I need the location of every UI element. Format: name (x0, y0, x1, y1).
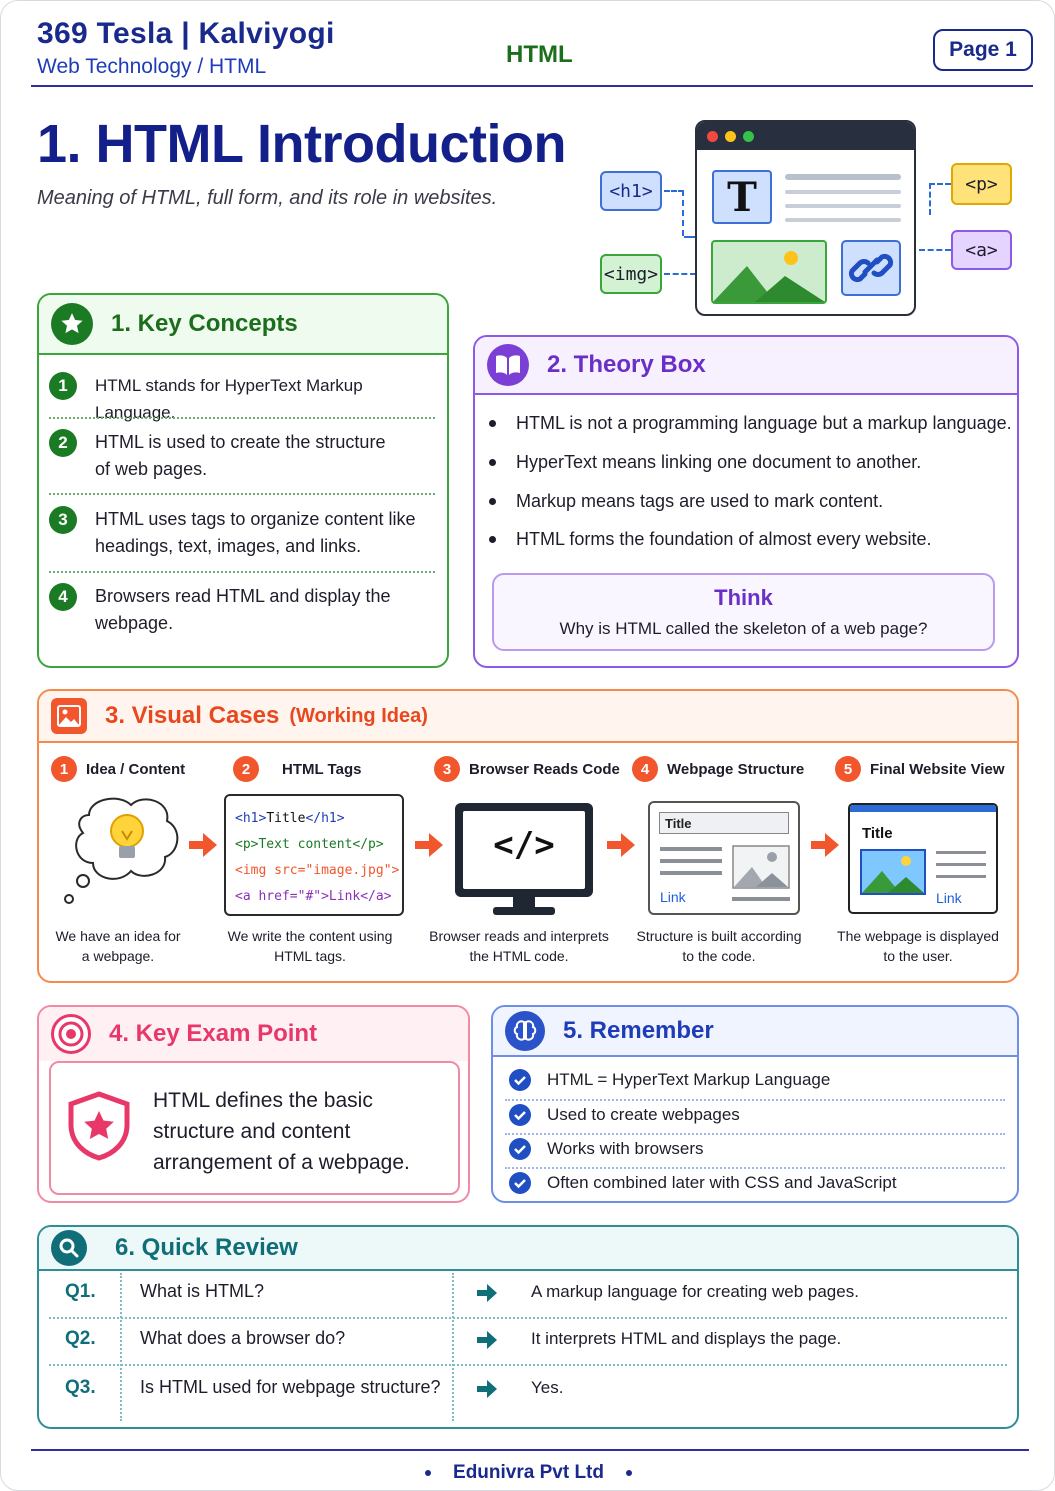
divider (505, 1099, 1005, 1101)
text-line (660, 859, 722, 863)
text-block-icon: T (712, 170, 772, 224)
arrow-right-icon (477, 1380, 497, 1398)
code-token: </p> (352, 837, 384, 852)
footer (1, 1462, 1055, 1484)
arrow-right-icon (415, 833, 443, 857)
page-title: 1. HTML Introduction (37, 114, 566, 174)
code-line (235, 806, 402, 832)
key-concept-text: Browsers read HTML and display the webpage. (95, 586, 391, 633)
text-line (785, 218, 901, 222)
review-row (37, 1363, 1017, 1409)
quick-review-header (39, 1227, 1017, 1271)
text-line (660, 871, 722, 875)
target-icon (51, 1014, 91, 1054)
answer-text: A markup language for creating web pages. (531, 1282, 859, 1301)
page-number-badge: Page 1 (933, 29, 1033, 71)
step-4-label (632, 756, 804, 782)
think-box (492, 573, 995, 651)
remember-text: HTML = HyperText Markup Language (547, 1070, 831, 1089)
theory-point: HTML is not a programming language but a markup language. (489, 413, 1012, 434)
theory-point: HTML forms the foundation of almost every website. (489, 529, 932, 550)
visual-cases-header (39, 691, 1017, 743)
question-text: What does a browser do? (140, 1328, 346, 1348)
step-title: Webpage Structure (667, 760, 805, 778)
check-circle-icon (509, 1104, 531, 1126)
step-title: Browser Reads Code (469, 760, 620, 778)
connector-img (664, 273, 696, 275)
link-icon (841, 240, 901, 296)
text-line (660, 847, 722, 851)
divider (49, 417, 435, 419)
text-line (785, 190, 901, 194)
key-exam-point-title: 4. Key Exam Point (109, 1020, 318, 1047)
theory-box-card (473, 335, 1019, 668)
key-concept-item (49, 429, 435, 483)
review-row (37, 1269, 1017, 1315)
connector-p (929, 183, 951, 215)
answer-text: Yes. (531, 1378, 564, 1397)
step-1-caption: We have an idea for a webpage. (55, 928, 181, 964)
remember-item (509, 1138, 704, 1160)
code-token: <a href="#"> (235, 889, 329, 904)
step-number: 4 (632, 756, 658, 782)
footer-divider (31, 1449, 1029, 1451)
step-number: 2 (233, 756, 259, 782)
question-text: Is HTML used for webpage structure? (140, 1377, 441, 1397)
text-line (732, 897, 790, 901)
key-concept-item (49, 506, 435, 560)
structure-link: Link (660, 889, 686, 905)
code-line: <img src="image.jpg"> (235, 863, 400, 878)
brain-icon (505, 1011, 545, 1051)
code-token: <p> (235, 837, 259, 852)
final-link: Link (936, 890, 962, 906)
text-line (936, 863, 986, 866)
check-circle-icon (509, 1069, 531, 1091)
bullet-dot-icon (626, 1470, 632, 1476)
code-brackets-glyph: </> (493, 825, 555, 865)
divider (505, 1133, 1005, 1135)
remember-text: Works with browsers (547, 1139, 704, 1158)
key-exam-point-header (39, 1007, 468, 1061)
question-number: Q2. (65, 1328, 96, 1349)
step-5-caption: The webpage is displayed to the user. (837, 928, 999, 964)
footer-company: Edunivra Pvt Ltd (453, 1462, 604, 1483)
step-2-caption: We write the content using HTML tags. (227, 928, 393, 964)
tag-a-label: <a> (951, 230, 1012, 270)
divider (49, 493, 435, 495)
final-title: Title (862, 825, 893, 842)
step-title: HTML Tags (282, 760, 362, 778)
check-circle-icon (509, 1138, 531, 1160)
code-token: </a> (360, 889, 392, 904)
code-token: Title (266, 811, 306, 826)
connector-a (919, 249, 951, 251)
image-placeholder-icon (711, 240, 827, 304)
structure-title: Title (659, 812, 789, 834)
remember-item (509, 1069, 830, 1091)
step-2-label (233, 756, 361, 782)
theory-point: Markup means tags are used to mark content. (489, 491, 883, 512)
step-title: Idea / Content (86, 760, 186, 778)
yellow-dot-icon (725, 131, 736, 142)
tag-h1-label: <h1> (600, 171, 662, 211)
text-line (785, 174, 901, 180)
page-subtitle: Meaning of HTML, full form, and its role in websites. (37, 187, 498, 209)
question-number: Q3. (65, 1377, 96, 1398)
review-row (37, 1316, 1017, 1362)
arrow-right-icon (607, 833, 635, 857)
step-1-label (51, 756, 185, 782)
star-icon (51, 303, 93, 345)
html-code-box (224, 794, 404, 916)
remember-item (509, 1172, 897, 1194)
key-concepts-title: 1. Key Concepts (111, 310, 298, 337)
step-number: 5 (835, 756, 861, 782)
browser-titlebar (697, 122, 914, 150)
item-number: 4 (49, 583, 77, 611)
remember-text: Often combined later with CSS and JavaScript (547, 1173, 897, 1192)
theory-box-header (475, 337, 1017, 395)
code-token: </h1> (305, 811, 345, 826)
key-concept-text: HTML is used to create the structure of web pages. (95, 432, 386, 479)
key-concepts-header (39, 295, 447, 355)
quick-review-title: 6. Quick Review (115, 1234, 298, 1261)
site-top-bar (850, 805, 996, 812)
text-line (936, 875, 986, 878)
check-circle-icon (509, 1172, 531, 1194)
visual-cases-title: 3. Visual Cases (105, 702, 280, 729)
remember-text: Used to create webpages (547, 1105, 740, 1124)
code-line (235, 832, 402, 858)
brand-subtitle: Web Technology / HTML (37, 55, 267, 78)
arrow-right-icon (477, 1284, 497, 1302)
step-3-label (434, 756, 620, 782)
search-icon (51, 1230, 87, 1266)
connector-h1 (664, 190, 684, 236)
code-token: <h1> (235, 811, 267, 826)
remember-card (491, 1005, 1019, 1203)
webpage-structure-mockup (648, 801, 800, 915)
text-line (785, 204, 901, 208)
key-concept-item (49, 583, 435, 637)
question-text: What is HTML? (140, 1281, 265, 1301)
arrow-right-icon (189, 833, 217, 857)
key-concept-text: HTML uses tags to organize content like headings, text, images, and links. (95, 509, 416, 556)
key-concept-text: HTML stands for HyperText Markup Language. (95, 376, 363, 422)
think-title: Think (714, 585, 773, 610)
divider (49, 571, 435, 573)
image-placeholder-icon (732, 845, 790, 889)
step-number: 3 (434, 756, 460, 782)
divider (505, 1167, 1005, 1169)
arrow-right-icon (477, 1331, 497, 1349)
remember-title: 5. Remember (563, 1017, 714, 1044)
item-number: 2 (49, 429, 77, 457)
step-3-caption: Browser reads and interprets the HTML code. (429, 928, 609, 964)
remember-item (509, 1104, 740, 1126)
shield-star-icon (67, 1091, 131, 1161)
brand-title: 369 Tesla | Kalviyogi (37, 17, 335, 50)
gallery-icon (51, 698, 87, 734)
bullet-dot-icon (425, 1470, 431, 1476)
book-icon (487, 344, 529, 386)
red-dot-icon (707, 131, 718, 142)
idea-bulb-icon (59, 791, 185, 909)
visual-cases-note: (Working Idea) (289, 704, 428, 727)
landscape-image-icon (860, 849, 926, 895)
think-question: Why is HTML called the skeleton of a web page? (559, 619, 928, 638)
exam-point-box (49, 1061, 460, 1195)
text-line (936, 851, 986, 854)
code-token: Text content (258, 837, 353, 852)
remember-header (493, 1007, 1017, 1057)
topic-label: HTML (506, 41, 573, 68)
key-concepts-card (37, 293, 449, 668)
key-exam-point-card (37, 1005, 470, 1203)
item-number: 1 (49, 372, 77, 400)
step-title: Final Website View (870, 760, 1005, 778)
tag-p-label: <p> (951, 163, 1012, 205)
code-token: Link (328, 889, 361, 904)
answer-text: It interprets HTML and displays the page. (531, 1329, 842, 1348)
arrow-right-icon (811, 833, 839, 857)
green-dot-icon (743, 131, 754, 142)
browser-window-icon (695, 120, 916, 316)
step-5-label (835, 756, 1005, 782)
step-number: 1 (51, 756, 77, 782)
code-line (235, 884, 402, 910)
final-website-mockup (848, 803, 998, 914)
theory-box-title: 2. Theory Box (547, 351, 706, 378)
exam-point-text: HTML defines the basic structure and content arrangement of a webpage. (153, 1089, 410, 1174)
theory-point: HyperText means linking one document to another. (489, 452, 921, 473)
item-number: 3 (49, 506, 77, 534)
header-divider (31, 85, 1033, 87)
tag-img-label: <img> (600, 254, 662, 294)
step-4-caption: Structure is built according to the code. (636, 928, 802, 964)
question-number: Q1. (65, 1281, 96, 1302)
